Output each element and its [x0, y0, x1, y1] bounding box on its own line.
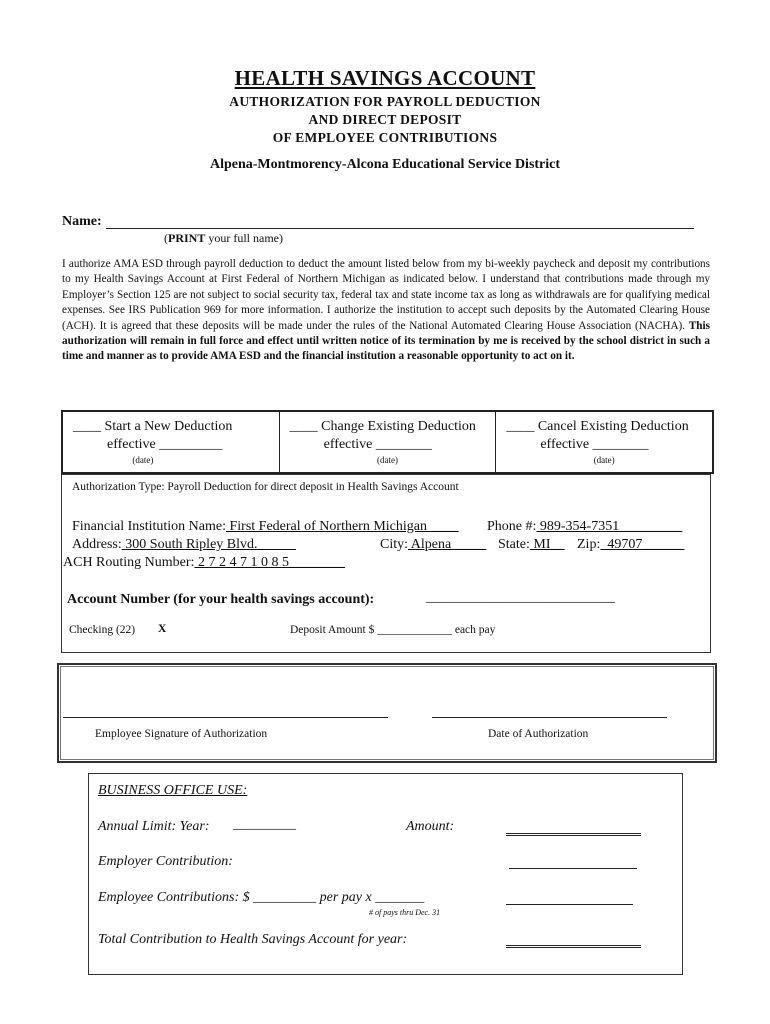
- option-cancel-effective[interactable]: effective ________: [540, 437, 649, 452]
- fi-value[interactable]: First Federal of Northern Michigan ____: [225, 519, 459, 534]
- state-value[interactable]: MI__: [529, 537, 565, 552]
- name-note-open: (: [164, 231, 168, 245]
- fi-label: Financial Institution Name:: [72, 519, 226, 534]
- form-subtitle-1: AUTHORIZATION FOR PAYROLL DEDUCTION: [229, 94, 541, 109]
- name-field[interactable]: [106, 228, 694, 229]
- form-title: HEALTH SAVINGS ACCOUNT: [234, 66, 536, 90]
- option-change-label: ____ Change Existing Deduction: [289, 419, 476, 434]
- employer-contribution-label: Employer Contribution:: [98, 854, 233, 869]
- option-change-existing[interactable]: [280, 412, 497, 472]
- phone-value[interactable]: 989-354-7351_________: [536, 519, 683, 534]
- authorization-paragraph: [62, 257, 710, 365]
- authorization-bold-text: This authorization will remain in full force and effect until written notice of its termination by me is received by the school district in such a time and manner as to provide AMA ESD and the financial institution a reasonable opportunity to act on it.: [62, 319, 710, 363]
- form-subtitle-2: AND DIRECT DEPOSIT: [308, 112, 462, 127]
- name-note: [164, 231, 283, 246]
- routing-value[interactable]: 2 7 2 4 7 1 0 8 5________: [194, 555, 345, 570]
- amount-field[interactable]: [506, 833, 641, 836]
- employee-contributions-field[interactable]: [506, 904, 633, 905]
- zip-label: Zip:: [577, 537, 601, 552]
- authorization-text: I authorize AMA ESD through payroll deduction to deduct the amount listed below from my bi-weekly paycheck and deposit my contributions to my Health Savings Account at First Federal of Northern Michigan as indicated below. I understand that contributions made through my Employer’s Section 125 are not subject to social security tax, federal tax and state income tax as long as withdrawals are for qualifying medical expenses. See IRS Publication 969 for more information. I authorize the institution to accept such deposits by the Automated Clearing House (ACH). It is agreed that these deposits will be made under the rules of the National Automated Clearing House Association (NACHA).: [62, 258, 710, 332]
- state-label: State:: [498, 537, 530, 552]
- city-value[interactable]: Alpena_____: [408, 537, 487, 552]
- employee-contributions-label[interactable]: Employee Contributions: $ _________ per pay x _______: [98, 890, 425, 905]
- total-contribution-field[interactable]: [506, 945, 641, 948]
- option-cancel-date-note: (date): [593, 455, 615, 465]
- form-subtitle-3: OF EMPLOYEE CONTRIBUTIONS: [272, 130, 498, 145]
- signature-box: [57, 663, 717, 763]
- name-note-print: PRINT: [168, 231, 206, 245]
- employee-signature-label: Employee Signature of Authorization: [95, 728, 268, 740]
- annual-year-field[interactable]: _________: [233, 817, 296, 832]
- name-note-rest: your full name): [205, 231, 283, 245]
- option-start-label: ____ Start a New Deduction: [73, 419, 233, 434]
- address-label: Address:: [72, 537, 122, 552]
- option-start-date-note: (date): [132, 455, 154, 465]
- employee-signature-line[interactable]: [63, 717, 388, 718]
- account-number-field[interactable]: ___________________________: [426, 590, 615, 605]
- option-start-new[interactable]: [63, 412, 280, 472]
- total-contribution-label: Total Contribution to Health Savings Account for year:: [98, 932, 408, 947]
- business-office-heading: BUSINESS OFFICE USE:: [98, 783, 248, 798]
- address-value[interactable]: 300 South Ripley Blvd.: [121, 537, 297, 552]
- phone-row: [487, 519, 682, 535]
- authorization-type: Authorization Type: Payroll Deduction for direct deposit in Health Savings Account: [72, 481, 459, 493]
- address-row: [72, 537, 296, 553]
- city-label: City:: [380, 537, 409, 552]
- deduction-options: [61, 410, 714, 474]
- zip-value[interactable]: 49707______: [600, 537, 685, 552]
- financial-institution-row: [72, 519, 459, 535]
- option-cancel-existing[interactable]: [496, 412, 712, 472]
- state-row: [498, 537, 565, 553]
- option-change-date-note: (date): [377, 455, 398, 465]
- annual-limit-label: Annual Limit: Year:: [98, 819, 210, 834]
- routing-label: ACH Routing Number:: [63, 555, 195, 570]
- authorization-date-label: Date of Authorization: [488, 728, 589, 740]
- option-change-effective[interactable]: effective ________: [323, 437, 432, 452]
- pays-note: # of pays thru Dec. 31: [369, 908, 441, 917]
- option-cancel-label: ____ Cancel Existing Deduction: [506, 419, 689, 434]
- routing-row: [63, 555, 345, 571]
- deposit-amount[interactable]: Deposit Amount $ _____________ each pay: [290, 624, 496, 636]
- authorization-date-line[interactable]: [432, 717, 667, 718]
- amount-label: Amount:: [406, 819, 455, 834]
- city-row: [380, 537, 486, 553]
- phone-label: Phone #:: [487, 519, 537, 534]
- checking-label: Checking (22): [69, 624, 136, 636]
- employer-contribution-field[interactable]: [509, 868, 637, 869]
- zip-row: [577, 537, 684, 553]
- account-number-label: Account Number (for your health savings account):: [67, 592, 375, 607]
- district-name: Alpena-Montmorency-Alcona Educational Service District: [209, 157, 561, 172]
- checking-mark[interactable]: X: [158, 623, 167, 635]
- option-start-effective[interactable]: effective _________: [107, 437, 223, 452]
- name-label: Name:: [62, 214, 102, 229]
